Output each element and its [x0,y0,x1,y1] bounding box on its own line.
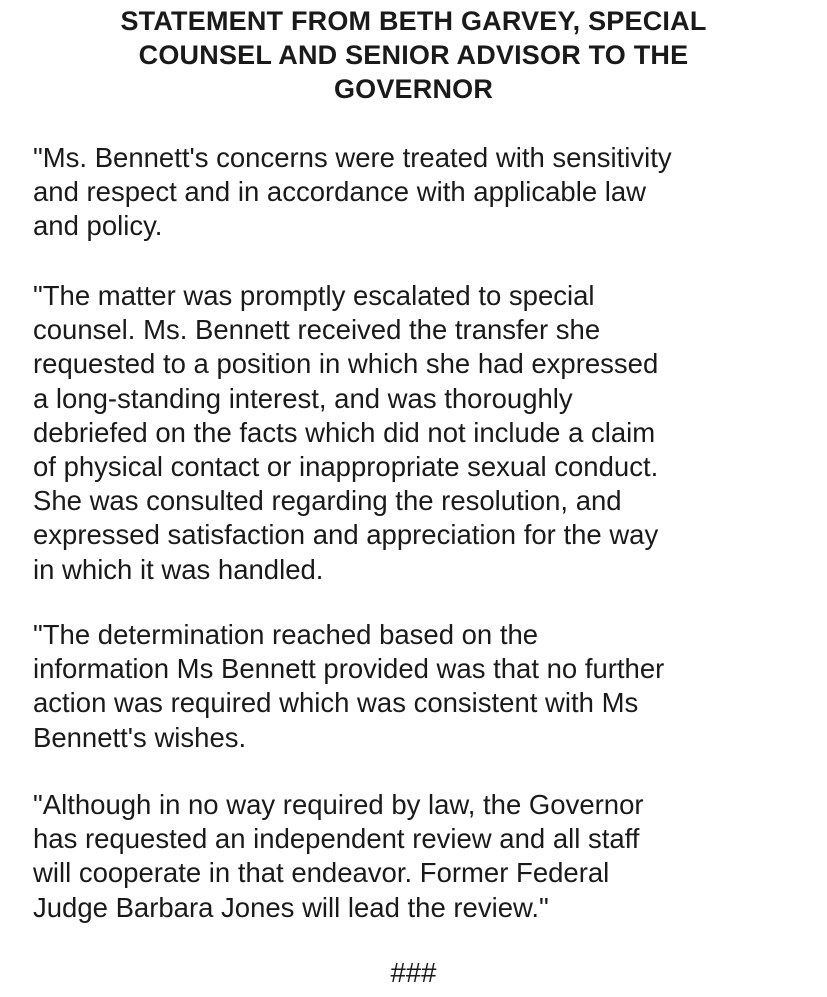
text-line: Judge Barbara Jones will lead the review." [33,891,549,923]
title-line: GOVERNOR [333,74,494,104]
text-line: "The determination reached based on the [33,619,539,650]
paragraph-independent-review [33,788,644,925]
paragraph-determination [33,618,664,755]
text-line: counsel. Ms. Bennett received the transfer she [33,314,601,346]
text-line: information Ms Bennett provided was that no further [33,653,665,685]
text-line: "The matter was promptly escalated to special [33,280,595,311]
text-line: a long-standing interest, and was thoroughly [33,382,573,414]
text-line: of physical contact or inappropriate sexual conduct. [33,451,659,483]
title-line: COUNSEL AND SENIOR ADVISOR TO THE [138,40,689,70]
text-line: will cooperate in that endeavor. Former Federal [33,857,610,889]
end-of-statement-mark: ### [390,957,437,988]
paragraph-concerns [33,141,672,244]
text-line: expressed satisfaction and appreciation for the way [33,519,659,551]
text-line: She was consulted regarding the resolution, and [33,485,622,517]
text-line: and policy. [33,210,163,242]
text-line: "Ms. Bennett's concerns were treated with sensitivity [33,142,672,173]
title-line: STATEMENT FROM BETH GARVEY, SPECIAL [120,6,707,36]
text-line: and respect and in accordance with applicable law [33,176,647,208]
text-line: in which it was handled. [33,553,324,585]
paragraph-escalation [33,279,658,587]
text-line: Bennett's wishes. [33,721,247,753]
text-line: action was required which was consistent with Ms [33,687,639,719]
statement-title [40,4,787,106]
text-line: has requested an independent review and all staff [33,823,640,855]
text-line: requested to a position in which she had expressed [33,348,659,380]
text-line: debriefed on the facts which did not include a claim [33,416,656,448]
text-line: "Although in no way required by law, the Governor [33,789,644,820]
